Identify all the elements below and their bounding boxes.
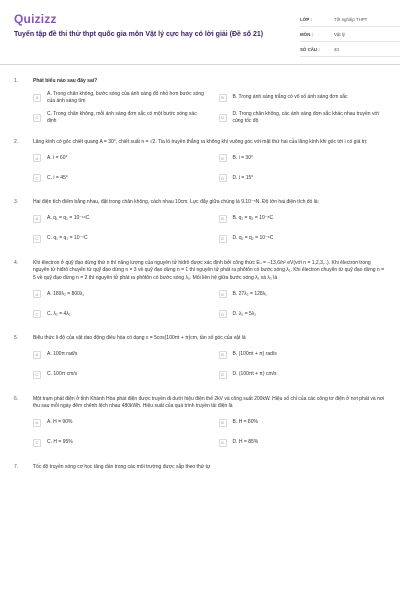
option-a[interactable] xyxy=(33,416,205,430)
question-5 xyxy=(0,335,400,382)
option-letter-box: D xyxy=(219,371,227,379)
question-text: Biểu thức li độ của vật dao động điều hòa có dạng x = 5cos(100πt + π)cm, tần số góc của vật là xyxy=(33,335,246,341)
option-grid xyxy=(33,91,390,125)
question-1 xyxy=(0,78,400,125)
meta-row-class xyxy=(300,12,400,27)
option-text: D. H = 85% xyxy=(232,439,259,446)
question-text: Khi êlectron ở quỹ đạo dừng thứ n thì năng lượng của nguyên tử hiđrô được xác định bởi công thức Eₙ = −13,6/n² eV(với n = 1,2,3,..). Khi êlectron trong nguyên tử hiđrô chuyển từ quỹ đạo dừng n = 3 về quỹ đạo dừng n = 1 thì nguyên tử phát ra phôtôn có bước sóng λ₁. Khi êlectron chuyển từ quỹ đạo dừng n = 5 về quỹ đạo dừng n = 2 thì nguyên tử phát ra phôtôn có bước sóng λ₂. Mối liên hệ giữa bước sóng λ₁ và λ₂ là xyxy=(33,259,385,281)
option-b[interactable] xyxy=(219,151,391,165)
option-d[interactable] xyxy=(219,436,391,450)
question-3 xyxy=(0,199,400,246)
question-text: Một trạm phát điện ở tỉnh Khánh Hòa phát điện được truyền đi dưới hiệu điện thế 2kV và công suất 200kW. Hiệu số chỉ của các công tơ điện ở nơi phát và nơi thu sau mỗi ngày đêm chênh lệch nhau 480kWh. Hiệu suất của quá trình truyền tải điện là xyxy=(33,395,385,409)
question-number: 7. xyxy=(14,463,19,470)
option-letter-box: C xyxy=(33,439,41,447)
option-text: A. Trong chân không, bước sóng của ánh sáng đỏ nhỏ hơn bước sóng của ánh sáng tím xyxy=(47,91,204,104)
option-a[interactable] xyxy=(33,287,205,301)
option-letter-box: B xyxy=(219,290,227,298)
question-7 xyxy=(0,464,400,472)
option-text: C. 100π cm/s xyxy=(47,371,78,378)
option-grid xyxy=(33,348,390,382)
option-grid xyxy=(33,416,390,450)
option-letter-box: C xyxy=(33,371,41,379)
option-grid xyxy=(33,212,390,246)
option-text: D. (100πt + π) cm/s xyxy=(232,371,277,378)
option-c[interactable] xyxy=(33,232,205,246)
option-letter-box: C xyxy=(33,114,41,122)
option-text: A. 189λ₂ = 800λ₁ xyxy=(47,290,85,297)
meta-row-subject xyxy=(300,27,400,42)
question-text-bold: Phát biểu nào sau đây sai? xyxy=(33,78,98,84)
option-b[interactable] xyxy=(219,212,391,226)
option-b[interactable] xyxy=(219,91,391,105)
option-d[interactable] xyxy=(219,171,391,185)
document-header xyxy=(14,12,388,58)
option-letter-box: D xyxy=(219,114,227,122)
meta-row-count xyxy=(300,42,400,57)
meta-key: SỐ CÂU : xyxy=(300,46,320,52)
option-letter-box: D xyxy=(219,439,227,447)
option-text: A. q₁ = q₂ = 10⁻¹⁶C xyxy=(47,215,90,222)
question-list xyxy=(0,70,400,471)
option-d[interactable] xyxy=(219,232,391,246)
option-c[interactable] xyxy=(33,436,205,450)
option-a[interactable] xyxy=(33,212,205,226)
question-number: 1. xyxy=(14,78,19,84)
option-letter-box: C xyxy=(33,310,41,318)
quizizz-logo: Quizizz xyxy=(14,12,57,26)
option-a[interactable] xyxy=(33,348,205,362)
question-number: 2. xyxy=(14,138,19,145)
question-number: 5. xyxy=(14,335,19,341)
option-letter-box: D xyxy=(219,174,227,182)
meta-value: 40 xyxy=(334,46,339,52)
option-letter-box: B xyxy=(219,351,227,359)
option-a[interactable] xyxy=(33,91,205,105)
meta-key: MÔN : xyxy=(300,31,313,37)
meta-key: LỚP : xyxy=(300,16,312,22)
option-text: D. λ₂ = 5λ₁ xyxy=(232,310,256,317)
option-a[interactable] xyxy=(33,151,205,165)
option-letter-box: A xyxy=(33,351,41,359)
question-number: 6. xyxy=(14,395,19,402)
option-letter-box: A xyxy=(33,290,41,298)
option-d[interactable] xyxy=(219,368,391,382)
option-letter-box: A xyxy=(33,94,41,102)
question-text: Hai điện tích điểm bằng nhau, đặt trong chân không, cách nhau 10cm. Lực đẩy giữa chúng là 9.10⁻⁵N. Độ lớn hai điện tích đó là: xyxy=(33,199,319,205)
option-text: C. λ₂ = 4λ₁ xyxy=(47,310,71,317)
question-text xyxy=(33,78,388,86)
option-text: D. Trong chân không, các ánh sáng đơn sắc khác nhau truyền với cùng tốc độ xyxy=(232,111,379,124)
option-text: C. q₁ = q₂ = 10⁻⁷C xyxy=(47,235,88,242)
option-b[interactable] xyxy=(219,348,391,362)
option-grid xyxy=(33,151,390,185)
option-text: A. H = 90% xyxy=(47,419,73,426)
option-text: B. 27λ₂ = 128λ₁ xyxy=(232,290,267,297)
option-grid xyxy=(33,287,390,321)
option-text: B. q₁ = q₂ = 10⁻⁸C xyxy=(232,215,274,222)
option-c[interactable] xyxy=(33,171,205,185)
option-letter-box: B xyxy=(219,154,227,162)
option-c[interactable] xyxy=(33,307,205,321)
option-letter-box: A xyxy=(33,419,41,427)
question-number: 4. xyxy=(14,259,19,266)
option-text: B. (100πt + π) rad/s xyxy=(232,351,277,358)
option-text: B. Trong ánh sáng trắng có vô số ánh sáng đơn sắc xyxy=(232,94,348,101)
option-b[interactable] xyxy=(219,287,391,301)
option-letter-box: D xyxy=(219,310,227,318)
option-d[interactable] xyxy=(219,111,391,125)
question-2 xyxy=(0,139,400,186)
option-letter-box: C xyxy=(33,235,41,243)
option-text: B. i = 30° xyxy=(232,154,253,161)
option-d[interactable] xyxy=(219,307,391,321)
question-text: Lăng kính có góc chiết quang A = 30°, chiết suất n = √2. Tia ló truyền thẳng ra không khí vuông góc với mặt thứ hai của lăng kính khi góc tới i có giá trị: xyxy=(33,138,368,145)
option-letter-box: C xyxy=(33,174,41,182)
question-text: Tốc độ truyền sóng cơ học tăng dần trong các môi trường được sắp theo thứ tự xyxy=(33,463,211,470)
option-text: D. q₁ = q₂ = 10⁻⁶C xyxy=(232,235,274,242)
option-text: B. H = 80% xyxy=(232,419,258,426)
option-c[interactable] xyxy=(33,111,205,125)
option-text: A. 100π rad/s xyxy=(47,351,78,358)
question-6 xyxy=(0,396,400,450)
option-b[interactable] xyxy=(219,416,391,430)
question-4 xyxy=(0,260,400,322)
option-letter-box: D xyxy=(219,235,227,243)
meta-value: Tốt nghiệp THPT xyxy=(334,16,368,22)
option-letter-box: A xyxy=(33,215,41,223)
option-text: C. Trong chân không, mỗi ánh sáng đơn sắc có một bước sóng xác định xyxy=(47,111,197,124)
option-letter-box: B xyxy=(219,215,227,223)
option-text: C. i = 45° xyxy=(47,174,68,181)
option-letter-box: A xyxy=(33,154,41,162)
meta-value: Vật lý xyxy=(334,31,345,37)
header-divider xyxy=(0,64,400,65)
meta-table xyxy=(300,12,400,57)
option-c[interactable] xyxy=(33,368,205,382)
question-number: 3. xyxy=(14,199,19,205)
option-letter-box: B xyxy=(219,94,227,102)
option-text: A. i = 60° xyxy=(47,154,68,161)
option-text: C. H = 95% xyxy=(47,439,73,446)
document-title: Tuyển tập đề thi thử thpt quốc gia môn Vật lý cực hay có lời giải (Đề số 21) xyxy=(14,31,264,38)
option-letter-box: B xyxy=(219,419,227,427)
option-text: D. i = 15° xyxy=(232,174,254,181)
